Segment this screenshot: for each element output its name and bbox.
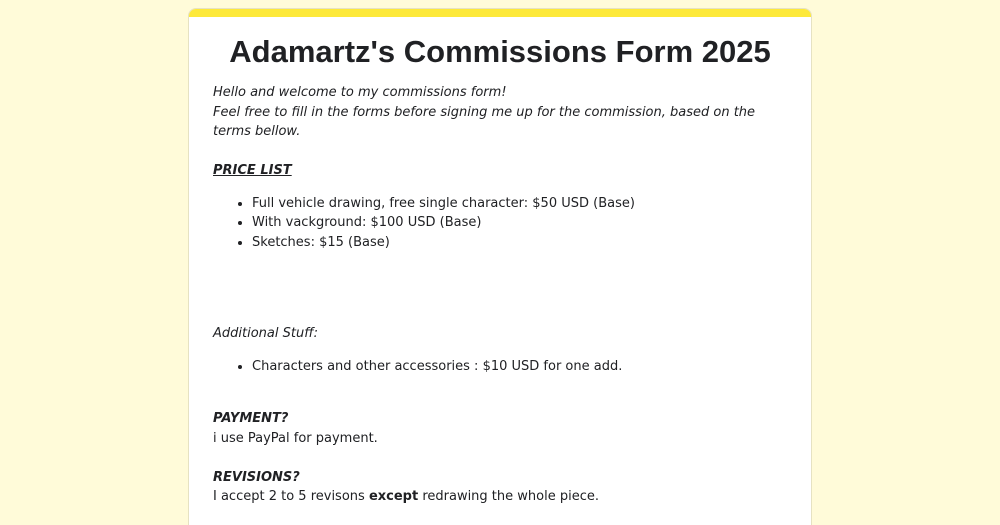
additional-item: • Characters and other accessories : $10 USD for one add. [252,357,773,377]
revisions-heading [213,468,773,488]
revisions-heading-text: REVISIONS? [213,469,300,485]
price-list [213,194,773,253]
form-description [213,83,773,507]
intro-line-1: Hello and welcome to my commissions form! [213,85,507,100]
price-item: • Full vehicle drawing, free single character: $50 USD (Base) [252,194,773,214]
payment-text: i use PayPal for payment. [213,430,378,446]
additional-list [213,357,773,377]
intro-line-2: Feel free to fill in the forms before signing me up for the commission, based on the terms bellow. [213,104,756,139]
price-item: • Sketches: $15 (Base) [252,233,773,253]
revisions-text-bold: except [368,489,419,504]
form-header-card [188,8,812,525]
accent-bar [189,9,811,17]
price-list-heading [213,161,773,181]
additional-heading: Additional Stuff: [213,326,318,341]
payment-heading [213,409,773,429]
revisions-text-before: I accept 2 to 5 revisons [213,489,369,504]
revisions-text-after: redrawing the whole piece. [418,489,599,504]
payment-heading-text: PAYMENT? [213,411,289,426]
form-title: Adamartz's Commissions Form 2025 [229,34,771,69]
price-item: • With vackground: $100 USD (Base) [252,213,773,233]
revisions-text [213,487,773,507]
price-list-heading-text: PRICE LIST [213,163,292,178]
